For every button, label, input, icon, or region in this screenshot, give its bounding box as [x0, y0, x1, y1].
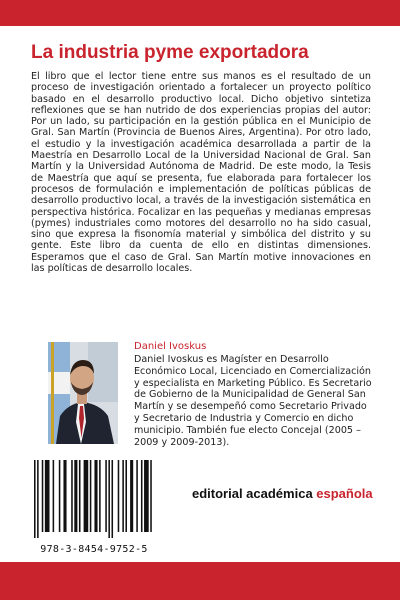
author-name: Daniel Ivoskus: [134, 341, 207, 352]
book-title: La industria pyme exportadora: [31, 42, 309, 63]
book-description: El libro que el lector tiene entre sus manos es el resultado de un proceso de investigación orientado a fortalecer un proyecto político basado en el desarrollo productivo local. Dicho objetivo sintetiza reflexiones que se han nutrido de dos experiencias propias del autor: Por un lado, su participación en la gestión pública en el Municipio de Gral. San Martín (Provincia de Buenos Aires, Argentina). Por otro lado, el estudio y la investigación académica desarrollada a partir de la Maestría en Desarrollo Local de la Universidad Nacional de Gral. San Martín y la Universidad Autónoma de Madrid. De este modo, la Tesis de Maestría que aquí se presenta, fue elaborada para fortalecer los procesos de formulación e implementación de políticas públicas de desarrollo productivo local, a través de la investigación sistemática en perspectiva histórica. Focalizar en las pequeñas y medianas empresas (pymes) industriales como motores del desarrollo no ha sido casual, sino que expresa la fisonomía material y simbólica del distrito y su gente. Este libro da cuenta de ello en distintas dimensiones. Esperamos que el caso de Gral. San Martín motive innovaciones en las políticas de desarrollo locales.: [31, 71, 371, 275]
barcode: [30, 460, 158, 538]
author-portrait-image: [48, 342, 118, 444]
publisher-prefix: editorial académica: [192, 486, 317, 501]
bottom-red-band: [0, 562, 400, 600]
isbn-number: 978-3-8454-9752-5: [40, 544, 148, 555]
barcode-graphic: [30, 460, 158, 538]
author-bio: Daniel Ivoskus es Magíster en Desarrollo Económico Local, Licenciado en Comercialización y especialista en Marketing Público. Es Secretario de Gobierno de la Municipalidad de General San Martín y se desempeñó como Secretario Privado y Secretario de Industria y Comercio en dicho municipio. También fue electo Concejal (2005 – 2009 y 2009-2013).: [134, 354, 372, 448]
author-photo: [48, 342, 118, 444]
publisher-accent: española: [316, 486, 373, 501]
publisher-name: [192, 486, 373, 501]
top-red-band: [0, 0, 400, 26]
